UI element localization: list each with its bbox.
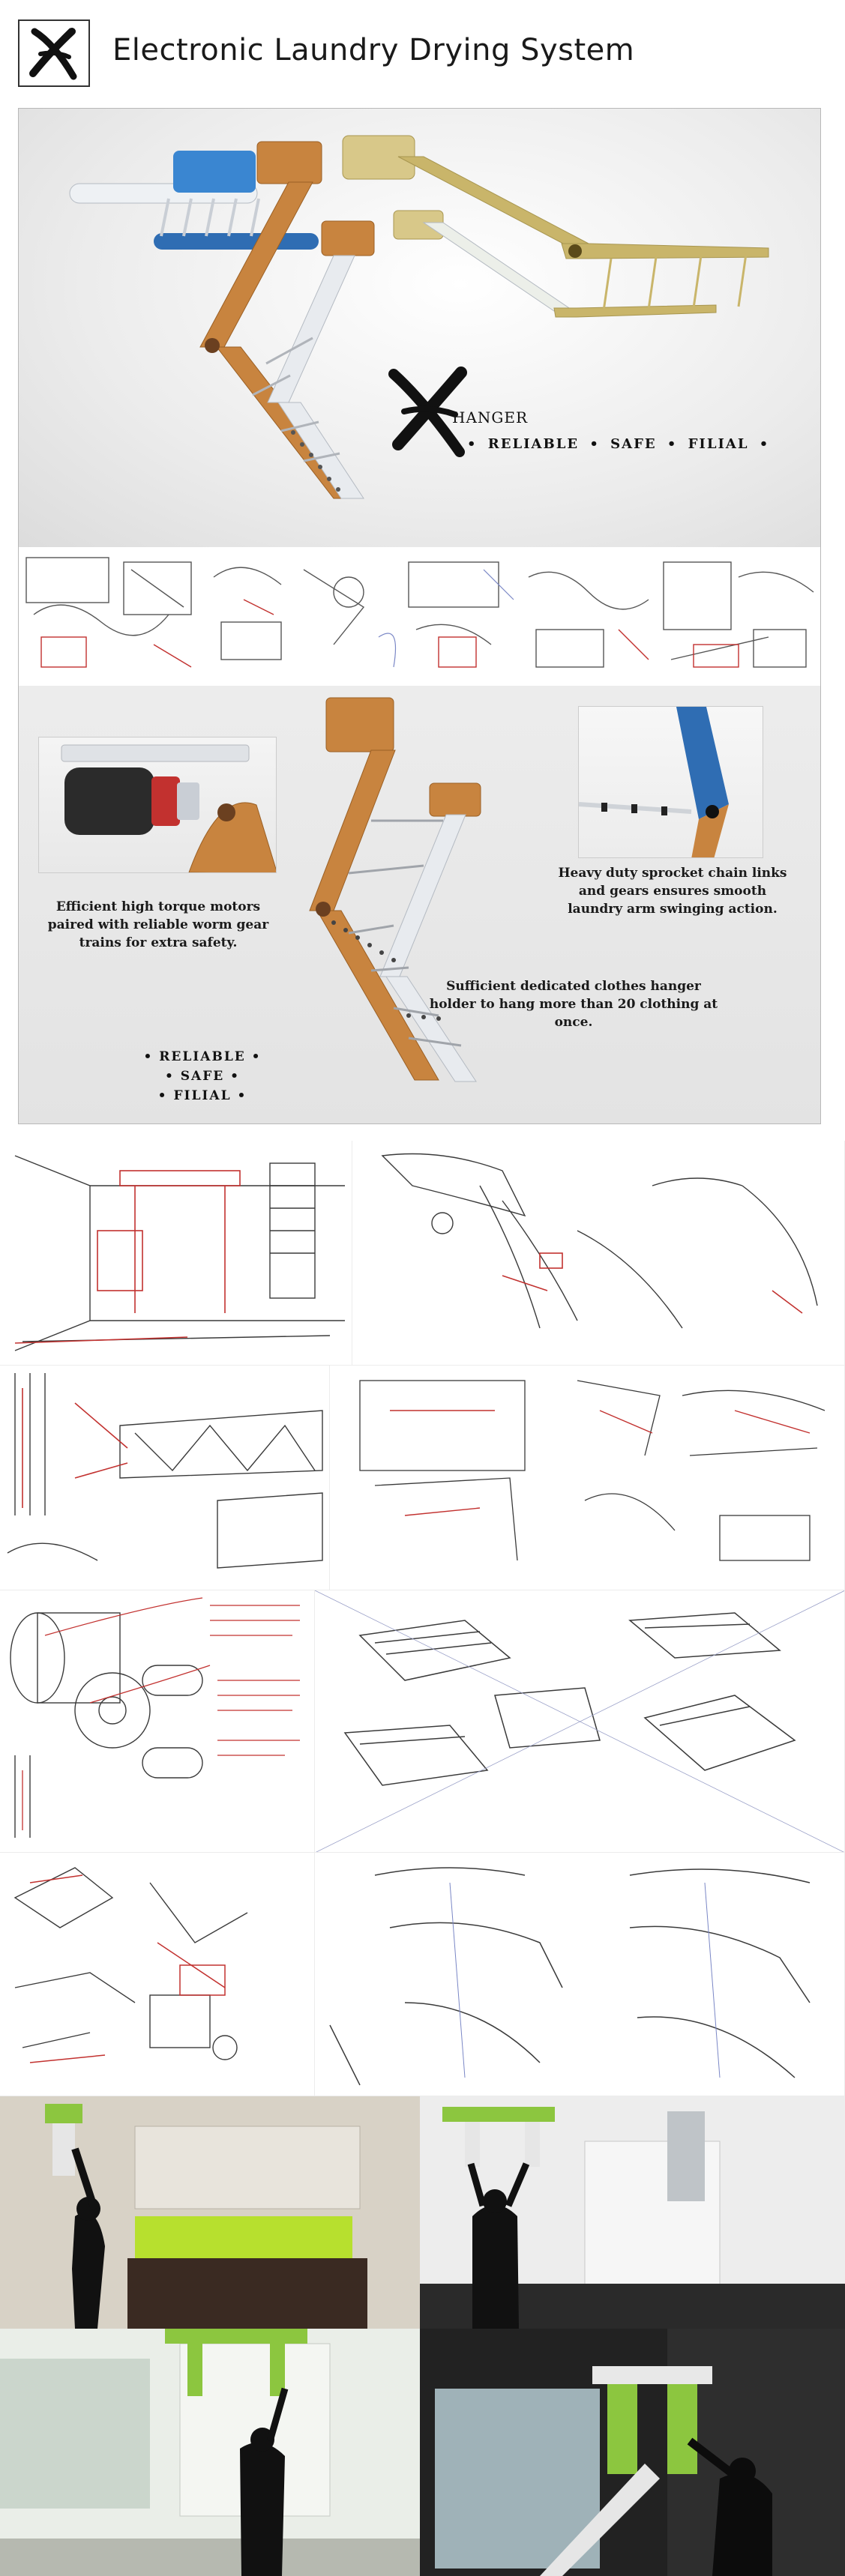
hanger-caption: Sufficient dedicated clothes hanger holder to hang more than 20 clothing at once. [429,979,718,1030]
product-panel [18,108,821,1124]
kitchen-photo-lime [0,2096,420,2329]
sketch-arm-curves [315,1853,845,2096]
balcony-photo-light [0,2329,420,2576]
sketch-rack-perspectives [315,1590,845,1853]
sketch-thumbnail-strip [19,547,821,686]
brand-tagline: • RELIABLE • SAFE • FILIAL • [467,436,770,452]
sketch-truss-arm [0,1366,330,1590]
feature-details [19,686,821,1124]
bullet-filial: • FILIAL • [157,1088,247,1103]
sprocket-chain-photo [578,706,763,858]
design-sketch-collage [0,1141,845,2096]
brand-name: HANGER [452,408,529,426]
sketch-mechanism-variants [330,1366,845,1590]
sketch-motor-gear-notes [0,1590,315,1853]
sketch-arm-swing [352,1141,845,1366]
hero-render [19,109,821,547]
page-title: Electronic Laundry Drying System [112,33,635,67]
value-bullets [139,1047,266,1105]
bullet-safe: • SAFE • [164,1069,241,1084]
kitchen-photo-window [420,2096,845,2329]
lifestyle-photo-grid [0,2096,845,2576]
hanger-render-illustration [19,109,821,547]
window-photo-dark [420,2329,845,2576]
motor-caption: Efficient high torque motors paired with reliable worm gear trains for extra safety. [47,899,269,950]
bullet-reliable: • RELIABLE • [143,1049,262,1064]
chain-caption: Heavy duty sprocket chain links and gears ensures smooth laundry arm swinging action. [558,866,787,917]
calligraphy-x-logo-icon [18,19,90,87]
sketch-strip-illustration [19,547,821,686]
sketch-room-ladder [0,1141,352,1366]
page-header [0,0,845,105]
sketch-bracket-components [0,1853,315,2096]
motor-detail-photo [38,737,277,873]
